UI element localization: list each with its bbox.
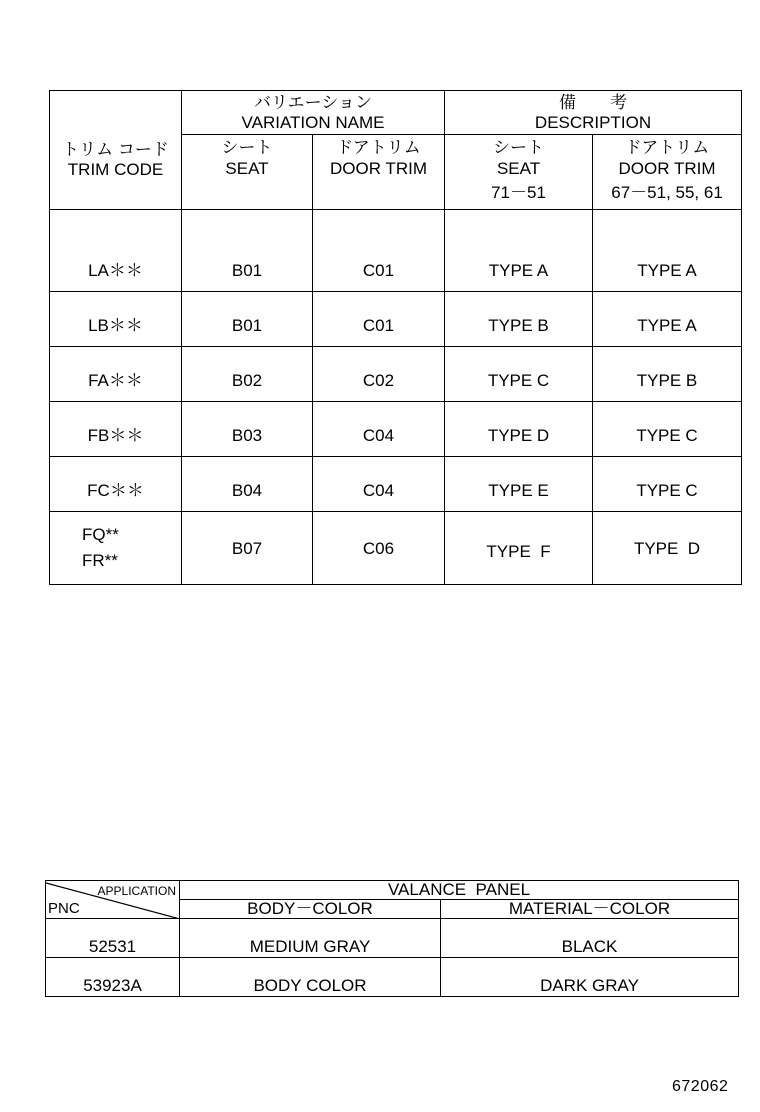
pnc-label: PNC <box>48 900 80 917</box>
description-header <box>445 91 742 135</box>
desc-seat-cell: TYPE C <box>445 347 593 402</box>
pnc-cell: 52531 <box>46 919 180 958</box>
table-row <box>50 210 742 292</box>
table-row <box>50 402 742 457</box>
desc-seat-header <box>445 135 593 210</box>
desc-door-cell: TYPE A <box>593 210 742 292</box>
seat-cell: B04 <box>182 457 313 512</box>
seat-cell: B03 <box>182 402 313 457</box>
trim-code-table <box>49 90 742 585</box>
seat-cell: B01 <box>182 292 313 347</box>
description-header-jp: 備 考 <box>559 92 628 112</box>
trim-code-header-en: TRIM CODE <box>67 160 164 179</box>
desc-seat-cell: TYPE E <box>445 457 593 512</box>
door-trim-cell: C02 <box>313 347 445 402</box>
desc-door-cell: TYPE D <box>593 512 742 585</box>
trim-code-cell: FC＊＊ <box>50 457 182 512</box>
material-color-header: MATERIAL－COLOR <box>441 900 739 919</box>
body-color-cell: BODY COLOR <box>180 958 441 997</box>
desc-door-cell: TYPE C <box>593 402 742 457</box>
variation-header <box>182 91 445 135</box>
desc-seat-cell: TYPE D <box>445 402 593 457</box>
desc-door-header-en: DOOR TRIM <box>618 159 716 178</box>
trim-code-cell: FA＊＊ <box>50 347 182 402</box>
table-row <box>46 958 739 997</box>
table-row <box>46 919 739 958</box>
table-row <box>50 347 742 402</box>
door-trim-cell: C06 <box>313 512 445 585</box>
trim-code-header-jp: トリム コード <box>62 140 169 159</box>
seat-header-jp: シート <box>221 138 273 157</box>
desc-door-header-jp: ドアトリム <box>624 138 710 157</box>
desc-door-cell: TYPE A <box>593 292 742 347</box>
seat-header <box>182 135 313 210</box>
seat-cell: B01 <box>182 210 313 292</box>
trim-code-line-2: FR** <box>82 551 118 570</box>
door-trim-cell: C01 <box>313 210 445 292</box>
seat-header-en: SEAT <box>225 159 269 178</box>
material-color-cell: BLACK <box>441 919 739 958</box>
table-row <box>50 512 742 585</box>
door-trim-cell: C04 <box>313 457 445 512</box>
trim-code-line-1: FQ** <box>82 525 119 544</box>
door-trim-header-en: DOOR TRIM <box>330 159 427 178</box>
desc-seat-cell: TYPE B <box>445 292 593 347</box>
door-trim-header <box>313 135 445 210</box>
variation-header-jp: バリエーション <box>254 92 372 112</box>
desc-door-cell: TYPE C <box>593 457 742 512</box>
valance-panel-title: VALANCE PANEL <box>180 881 739 900</box>
table-row <box>50 292 742 347</box>
desc-seat-header-en: SEAT <box>496 159 541 178</box>
trim-code-cell: FB＊＊ <box>50 402 182 457</box>
door-trim-header-jp: ドアトリム <box>336 138 421 157</box>
body-color-header: BODY－COLOR <box>180 900 441 919</box>
application-pnc-header <box>46 881 180 919</box>
table-row <box>50 457 742 512</box>
door-trim-cell: C04 <box>313 402 445 457</box>
application-label: APPLICATION <box>97 884 176 898</box>
description-header-en: DESCRIPTION <box>534 112 652 132</box>
material-color-cell: DARK GRAY <box>441 958 739 997</box>
trim-code-cell <box>50 512 182 585</box>
trim-code-header <box>50 91 182 210</box>
pnc-cell: 53923A <box>46 958 180 997</box>
body-color-cell: MEDIUM GRAY <box>180 919 441 958</box>
desc-door-header <box>593 135 742 210</box>
valance-panel-table <box>45 880 739 997</box>
desc-door-range: 67－51, 55, 61 <box>611 183 723 202</box>
seat-cell: B07 <box>182 512 313 585</box>
desc-seat-range: 71－51 <box>491 183 546 202</box>
desc-seat-header-jp: シート <box>493 138 545 157</box>
figure-number: 672062 <box>672 1078 729 1095</box>
trim-code-cell: LA＊＊ <box>50 210 182 292</box>
seat-cell: B02 <box>182 347 313 402</box>
trim-code-cell: LB＊＊ <box>50 292 182 347</box>
desc-seat-cell: TYPE F <box>445 512 593 585</box>
variation-header-en: VARIATION NAME <box>241 112 385 132</box>
door-trim-cell: C01 <box>313 292 445 347</box>
desc-seat-cell: TYPE A <box>445 210 593 292</box>
desc-door-cell: TYPE B <box>593 347 742 402</box>
